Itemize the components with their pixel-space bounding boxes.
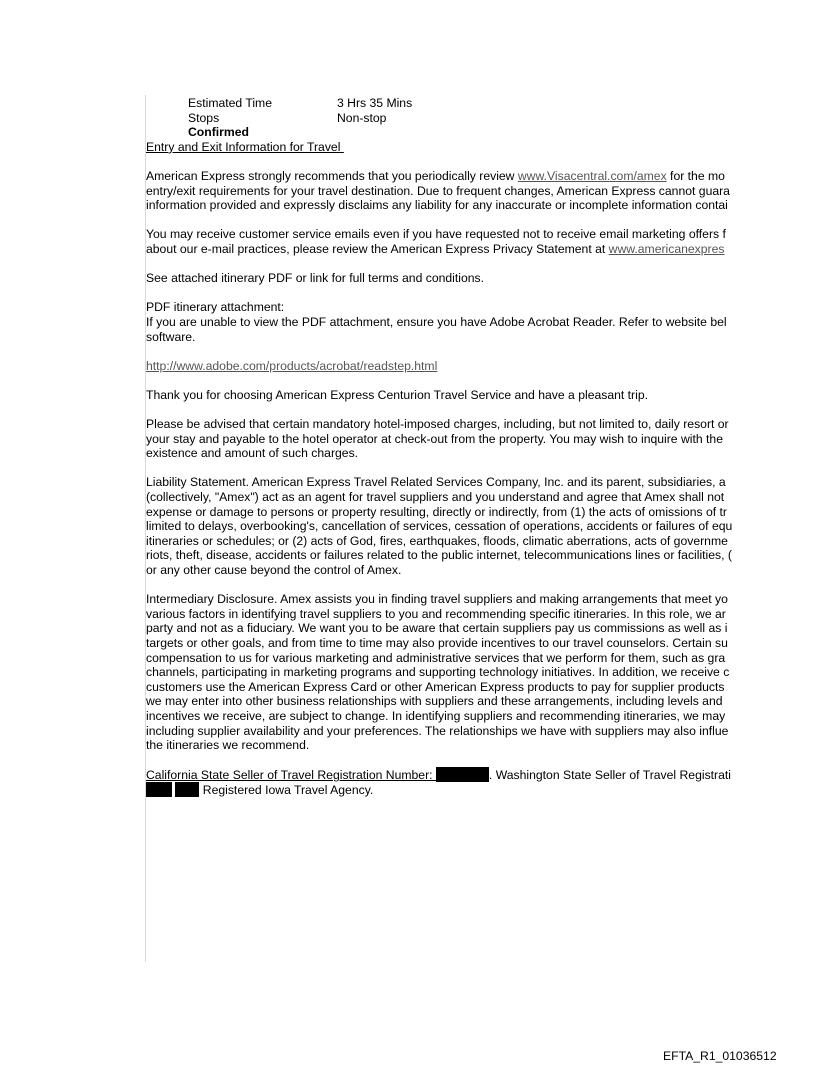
stops-value: Non-stop — [337, 110, 387, 125]
washington-registration-label: . Washington State Seller of Travel Registrati — [488, 768, 731, 783]
redaction-box — [146, 782, 172, 797]
california-registration-label: California State Seller of Travel Registration Number: — [146, 768, 436, 783]
stops-label: Stops — [188, 110, 220, 125]
estimated-time-label: Estimated Time — [188, 96, 272, 110]
iowa-agency-text: Registered Iowa Travel Agency. — [199, 782, 374, 797]
privacy-statement-link[interactable]: www.americanexpres — [608, 241, 725, 256]
redaction-box — [175, 782, 199, 797]
entry-exit-heading: Entry and Exit Information for Travel — [146, 139, 341, 154]
redaction-box — [436, 767, 489, 782]
adobe-reader-link[interactable]: http://www.adobe.com/products/acrobat/readstep.html — [146, 358, 438, 373]
thank-you-text: Thank you for choosing American Express Centurion Travel Service and have a pleasant trip. — [146, 387, 648, 402]
liability-statement-paragraph: Liability Statement. American Express Travel Related Services Company, Inc. and its parent, subsidiaries, a (collectively, "Amex") act as an agent for travel suppliers and you understand and agree that Amex shall not expense or damage to persons or property resulting, directly or indirectly, from (1) the acts of omissions of tr limited to delays, overbooking's, cancellation of services, cessation of operations, accidents or failures of equ itineraries or schedules; or (2) acts of God, fires, earthquakes, floods, climatic aberrations, acts of governme riots, theft, disease, accidents or failures related to the public internet, telecommunications lines or facilities, ( or any other cause beyond the control of Amex. — [146, 475, 733, 577]
document-id-footer: EFTA_R1_01036512 — [663, 1049, 777, 1063]
flight-detail-row — [146, 111, 816, 126]
flight-detail-row — [146, 96, 816, 111]
visacentral-link[interactable]: www.Visacentral.com/amex — [517, 168, 667, 183]
seller-registration-paragraph — [146, 767, 816, 796]
pdf-paragraph: PDF itinerary attachment: If you are unable to view the PDF attachment, ensure you have Adobe Acrobat Reader. Refer to website bel software. — [146, 300, 727, 344]
confirmed-status: Confirmed — [188, 125, 249, 140]
visa-paragraph: American Express strongly recommends that you periodically review www.Visacentral.com/amex for the mo entry/exit requirements for your travel destination. Due to frequent changes, American Express cannot guara information provided and expressly disclaims any liability for any inaccurate or incomplete information contai — [146, 168, 730, 213]
flight-status-row — [146, 125, 816, 140]
hotel-charges-paragraph: Please be advised that certain mandatory hotel-imposed charges, including, but not limited to, daily resort or your stay and payable to the hotel operator at check-out from the property. You may wish to inquire with the existence and amount of such charges. — [146, 417, 729, 461]
itinerary-document — [146, 96, 816, 797]
intermediary-disclosure-paragraph: Intermediary Disclosure. Amex assists you in finding travel suppliers and making arrangements that meet yo various factors in identifying travel suppliers to you and recommending specific itineraries. In this role, we ar party and not as a fiduciary. We want you to be aware that certain suppliers pay us commissions as well as i targets or other goals, and from time to time may also provide incentives to our travel counselors. Certain su compensation to us for various marketing and administrative services that we perform for them, such as gra channels, participating in marketing programs and supporting technology initiatives. In addition, we receive c customers use the American Express Card or other American Express products to pay for supplier products we may enter into other business relationships with suppliers and these arrangements, including levels and incentives we receive, are subject to change. In identifying suppliers and recommending itineraries, we may including supplier availability and your preferences. The relationships we have with suppliers may also influe the itineraries we recommend. — [146, 592, 730, 753]
estimated-time-value: 3 Hrs 35 Mins — [337, 96, 413, 110]
attached-itinerary-note: See attached itinerary PDF or link for full terms and conditions. — [146, 271, 485, 286]
emails-paragraph: You may receive customer service emails even if you have requested not to receive email marketing offers f about our e-mail practices, please review the American Express Privacy Statement at www.americanexpres — [146, 227, 726, 256]
